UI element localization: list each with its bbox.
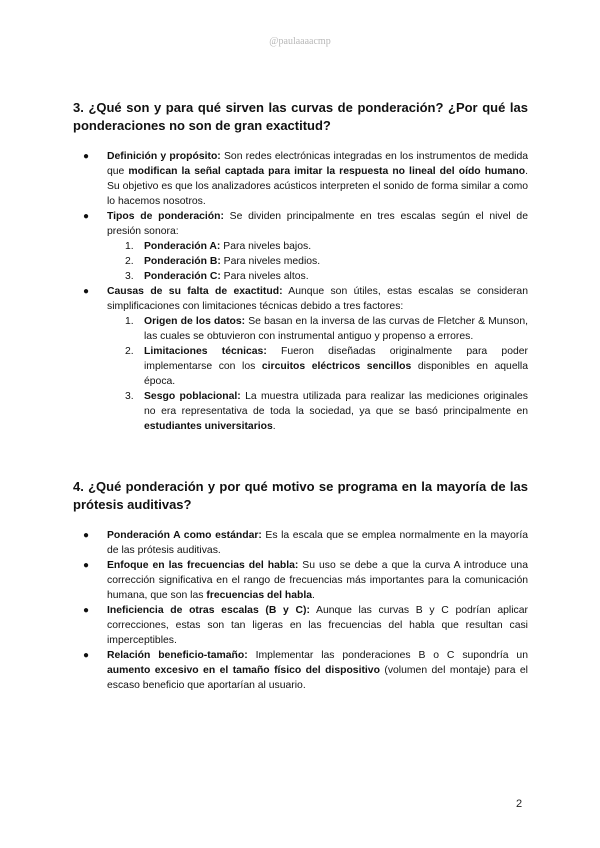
bullet-icon: ● (83, 605, 90, 616)
bullet-text: Se dividen principalmente en tres escalas según el nivel de presión sonora: (107, 211, 528, 237)
bullet-text: Implementar las ponderaciones B o C supondría un (247, 650, 528, 661)
list-item (73, 648, 528, 693)
bullet-label: Ponderación A como estándar: (107, 530, 262, 541)
list-item (73, 254, 528, 269)
bullet-label: Ineficiencia de otras escalas (B y C): (107, 605, 310, 616)
item-text: La muestra utilizada para realizar las mediciones originales no era representativa de toda la sociedad, ya que se basó principalmente en (144, 391, 528, 417)
item-number: 3. (125, 391, 134, 402)
item-text: Fueron diseñadas originalmente para poder implementarse con los (144, 346, 528, 372)
bullet-text: (volumen del montaje) para el escaso beneficio que aportarían al usuario. (107, 665, 528, 691)
watermark: @paulaaaacmp (269, 36, 331, 47)
item-label: Ponderación A: (144, 241, 221, 252)
bullet-label: Relación beneficio-tamaño: (107, 650, 248, 661)
list-item (73, 209, 528, 284)
page-number: 2 (516, 798, 523, 810)
list-item (73, 528, 528, 558)
list-item (73, 269, 528, 284)
bullet-icon: ● (83, 151, 90, 162)
bullet-text: Su uso se debe a que la curva A introduce una corrección significativa en el rango de frecuencias más importantes para la comunicación humana, que son las (107, 560, 528, 601)
item-number: 2. (125, 346, 134, 357)
list-item (73, 558, 528, 603)
item-number: 1. (125, 241, 134, 252)
item-label: Sesgo poblacional: (144, 391, 241, 402)
question-3-heading: 3. ¿Qué son y para qué sirven las curvas de ponderación? ¿Por qué las ponderaciones no son de gran exactitud? (73, 100, 528, 133)
bullet-text: . (312, 590, 315, 601)
bullet-emphasis: modifican la señal captada para imitar la respuesta no lineal del oído humano (128, 166, 526, 177)
item-label: Limitaciones técnicas: (144, 346, 267, 357)
bullet-text: Son redes electrónicas integradas en los instrumentos de medida que (107, 151, 529, 177)
bullet-icon: ● (83, 530, 90, 541)
item-number: 3. (125, 271, 134, 282)
weighting-types-list (107, 239, 528, 284)
item-label: Origen de los datos: (144, 316, 246, 327)
bullet-icon: ● (83, 650, 90, 661)
bullet-label: Causas de su falta de exactitud: (107, 286, 283, 297)
item-text: Para niveles bajos. (220, 241, 312, 252)
inaccuracy-causes-list (107, 314, 528, 434)
item-text: Para niveles altos. (220, 271, 309, 282)
item-text: Se basan en la inversa de las curvas de Fletcher & Munson, las cuales se obtuvieron con instrumental antiguo y propenso a errores. (144, 316, 528, 342)
list-item (73, 314, 528, 344)
question-3-bullets (73, 149, 528, 434)
bullet-label: Tipos de ponderación: (107, 211, 224, 222)
question-4-bullets (73, 528, 528, 693)
list-item (73, 239, 528, 254)
bullet-icon: ● (83, 560, 90, 571)
item-number: 1. (125, 316, 134, 327)
question-4-section (73, 478, 528, 693)
list-item (73, 603, 528, 648)
bullet-icon: ● (83, 211, 90, 222)
list-item (73, 149, 528, 209)
item-text: disponibles en aquella época. (144, 361, 529, 387)
bullet-text: Aunque las curvas B y C podrían aplicar correcciones, estas son tan ligeras en las frecuencias del habla que resultan casi imperceptibles. (107, 605, 528, 646)
item-label: Ponderación B: (144, 256, 221, 267)
question-4-heading: 4. ¿Qué ponderación y por qué motivo se programa en la mayoría de las prótesis auditivas? (73, 479, 528, 512)
bullet-label: Definición y propósito: (107, 151, 221, 162)
item-emphasis: estudiantes universitarios (144, 421, 273, 432)
bullet-text: Aunque son útiles, estas escalas se consideran simplificaciones con limitaciones técnicas debido a tres factores: (107, 286, 528, 312)
bullet-text: Es la escala que se emplea normalmente en la mayoría de las prótesis auditivas. (107, 530, 528, 556)
item-text: . (272, 421, 276, 432)
bullet-label: Enfoque en las frecuencias del habla: (107, 560, 299, 571)
bullet-text: . Su objetivo es que los analizadores acústicos interpreten el sonido de forma similar a como lo hacemos nosotros. (107, 166, 528, 207)
question-3-section (73, 99, 528, 434)
bullet-emphasis: aumento excesivo en el tamaño físico del dispositivo (107, 665, 380, 676)
list-item (73, 344, 528, 389)
item-number: 2. (125, 256, 134, 267)
item-label: Ponderación C: (144, 271, 221, 282)
list-item (73, 284, 528, 434)
list-item (73, 389, 528, 434)
item-emphasis: circuitos eléctricos sencillos (261, 361, 412, 372)
bullet-icon: ● (83, 286, 90, 297)
item-text: Para niveles medios. (220, 256, 321, 267)
bullet-emphasis: frecuencias del habla (206, 590, 313, 601)
